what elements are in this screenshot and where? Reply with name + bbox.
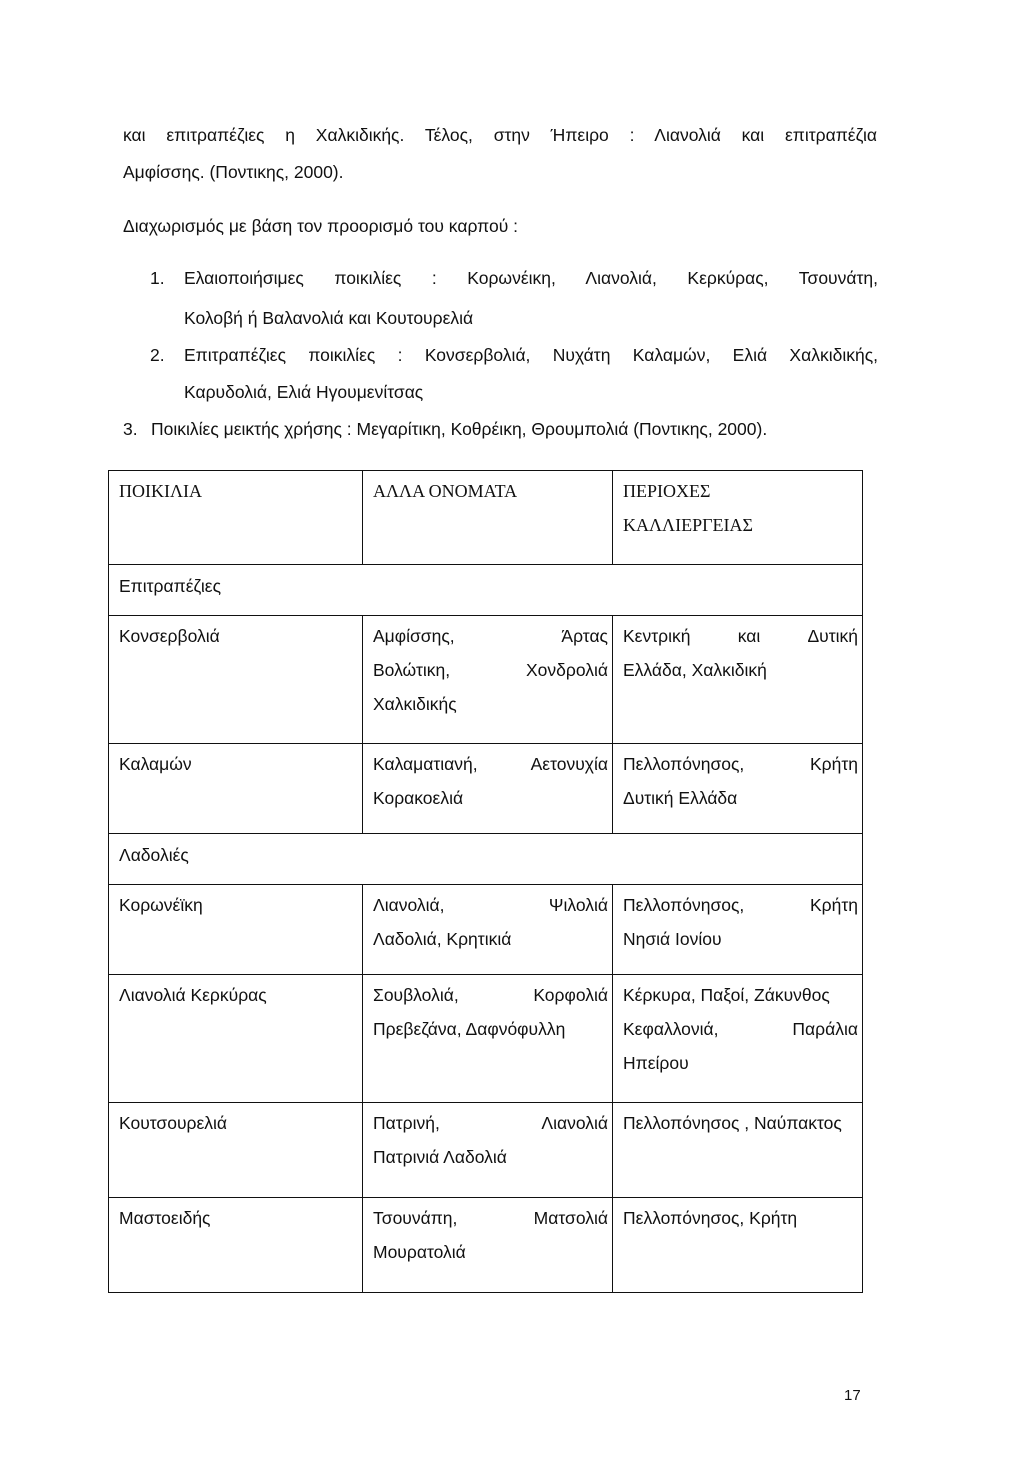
table-row — [109, 616, 863, 744]
variety-cell: Μαστοειδής — [109, 1198, 363, 1293]
table-row — [109, 1103, 863, 1198]
header-regions: ΠΕΡΙΟΧΕΣ ΚΑΛΛΙΕΡΓΕΙΑΣ — [613, 471, 863, 565]
variety-cell: Κουτσουρελιά — [109, 1103, 363, 1198]
list-item-line: Καρυδολιά, Ελιά Ηγουμενίτσας — [184, 382, 424, 402]
list-number: 2. — [150, 345, 165, 365]
varieties-table — [108, 470, 863, 1293]
other-names-cell: Σουβλολιά, Κορφολιά Πρεβεζάνα, Δαφνόφυλλη — [363, 975, 613, 1103]
intro-line-1: και επιτραπέζιες η Χαλκιδικής. Τέλος, στην Ήπειρο : Λιανολιά και επιτραπέζια — [123, 125, 877, 145]
header-other-names: ΑΛΛΑ ΟΝΟΜΑΤΑ — [363, 471, 613, 565]
regions-cell: Κεντρική και Δυτική Ελλάδα, Χαλκιδική — [613, 616, 863, 744]
table-row — [109, 885, 863, 975]
regions-cell: Πελλοπόνησος, Κρήτη — [613, 1198, 863, 1293]
table-row — [109, 1198, 863, 1293]
list-item-line: Επιτραπέζιες ποικιλίες : Κονσερβολιά, Νυχάτη Καλαμών, Ελιά Χαλκιδικής, — [184, 345, 878, 365]
group-spacer — [363, 565, 863, 616]
variety-cell: Λιανολιά Κερκύρας — [109, 975, 363, 1103]
other-names-cell: Λιανολιά, Ψιλολιά Λαδολιά, Κρητικιά — [363, 885, 613, 975]
intro-line-2: Αμφίσσης. (Ποντικης, 2000). — [123, 162, 344, 182]
group-label: Επιτραπέζιες — [109, 565, 363, 616]
variety-cell: Καλαμών — [109, 744, 363, 834]
other-names-cell: Καλαματιανή, Αετονυχία Κορακοελιά — [363, 744, 613, 834]
other-names-cell: Αμφίσσης, Άρτας Βολώτικη, Χονδρολιά Χαλκιδικής — [363, 616, 613, 744]
table-header-row — [109, 471, 863, 565]
group-row-oil-olives — [109, 834, 863, 885]
list-number: 1. — [150, 268, 165, 288]
variety-cell: Κονσερβολιά — [109, 616, 363, 744]
header-variety: ΠΟΙΚΙΛΙΑ — [109, 471, 363, 565]
group-label: Λαδολιές — [109, 834, 363, 885]
classification-heading: Διαχωρισμός με βάση τον προορισμό του καρπού : — [123, 216, 519, 236]
regions-cell: Πελλοπόνησος, Κρήτη Νησιά Ιονίου — [613, 885, 863, 975]
table-row — [109, 744, 863, 834]
group-row-table-olives — [109, 565, 863, 616]
page-number: 17 — [844, 1387, 861, 1404]
table-row — [109, 975, 863, 1103]
regions-cell: Κέρκυρα, Παξοί, Ζάκυνθος Κεφαλλονιά, Παράλια Ηπείρου — [613, 975, 863, 1103]
list-item-line: Ελαιοποιήσιμες ποικιλίες : Κορωνέικη, Λιανολιά, Κερκύρας, Τσουνάτη, — [184, 268, 878, 288]
regions-cell: Πελλοπόνησος , Ναύπακτος — [613, 1103, 863, 1198]
list-item-line: Ποικιλίες μεικτής χρήσης : Μεγαρίτικη, Κοθρέικη, Θρουμπολιά (Ποντικης, 2000). — [151, 419, 768, 439]
list-item-line: Κολοβή ή Βαλανολιά και Κουτουρελιά — [184, 308, 474, 328]
regions-cell: Πελλοπόνησος, Κρήτη Δυτική Ελλάδα — [613, 744, 863, 834]
group-spacer — [363, 834, 863, 885]
list-number: 3. — [123, 419, 138, 439]
variety-cell: Κορωνέϊκη — [109, 885, 363, 975]
other-names-cell: Τσουνάπη, Ματσολιά Μουρατολιά — [363, 1198, 613, 1293]
other-names-cell: Πατρινή, Λιανολιά Πατρινιά Λαδολιά — [363, 1103, 613, 1198]
